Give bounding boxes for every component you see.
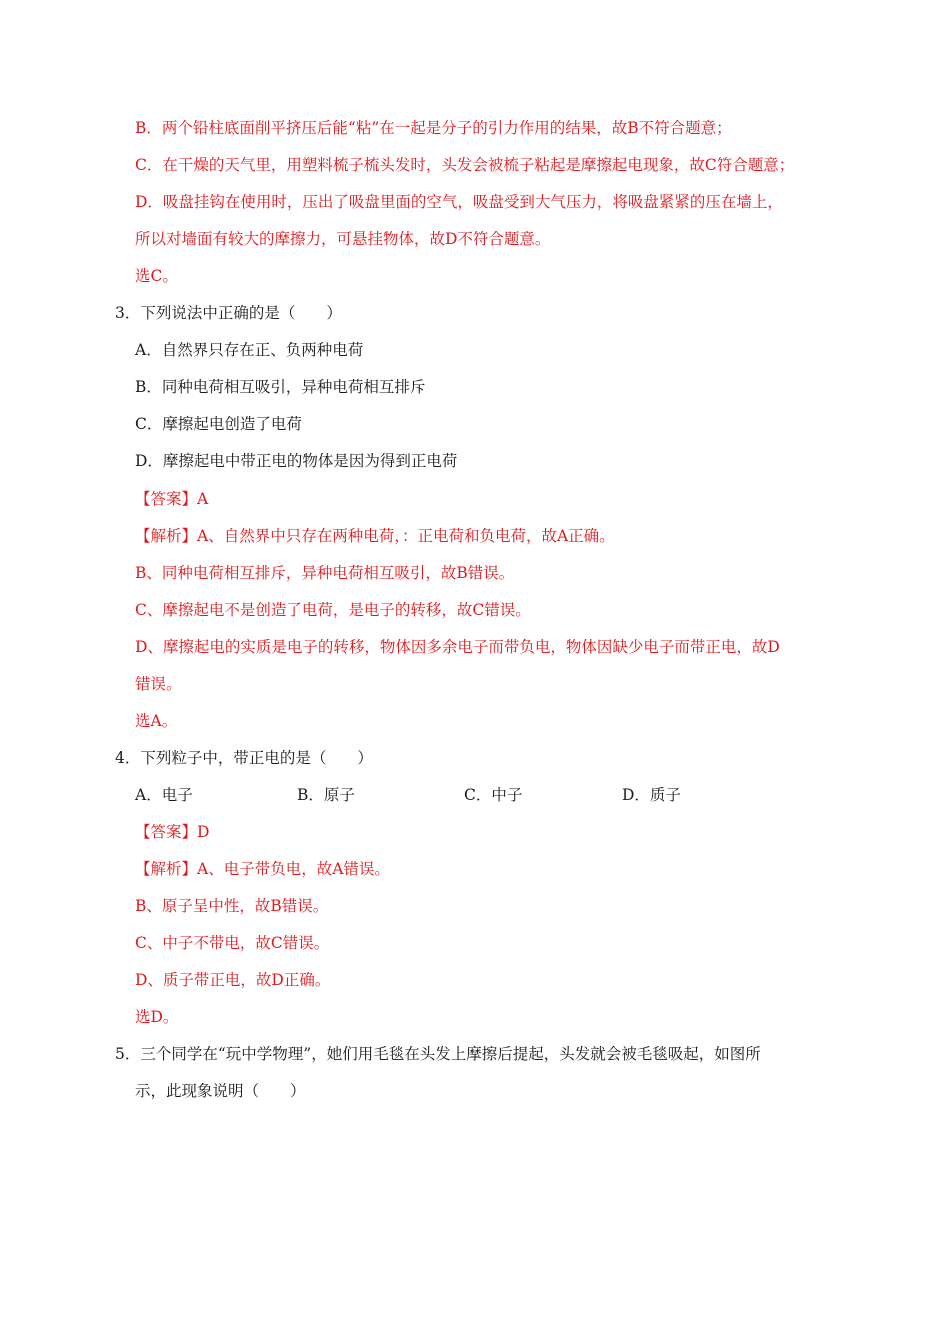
q3-answer-value: A	[197, 490, 209, 508]
q2-analysis-option-b: B．两个铅柱底面削平挤压后能“粘”在一起是分子的引力作用的结果，故B不符合题意；	[135, 119, 732, 137]
q3-option-a: A．自然界只存在正、负两种电荷	[135, 341, 364, 359]
q4-option-b: B．原子	[297, 786, 355, 804]
q4-answer-tag: 【答案】	[135, 823, 198, 841]
q4-choose: 选D。	[135, 1008, 179, 1026]
q3-analysis-tag: 【解析】	[135, 527, 198, 545]
q4-answer	[135, 821, 209, 843]
q3-answer-tag: 【答案】	[135, 490, 198, 508]
q5-stem-line1: 5．三个同学在“玩中学物理”，她们用毛毯在头发上摩擦后提起，头发就会被毛毯吸起，如图所	[115, 1045, 761, 1063]
q3-analysis-line1	[135, 525, 615, 547]
q3-option-b: B．同种电荷相互吸引，异种电荷相互排斥	[135, 378, 426, 396]
q2-analysis-option-d-line2: 所以对墙面有较大的摩擦力，可悬挂物体，故D不符合题意。	[135, 230, 551, 248]
q2-analysis-option-d-line1: D．吸盘挂钩在使用时，压出了吸盘里面的空气，吸盘受到大气压力，将吸盘紧紧的压在墙上，	[135, 193, 783, 211]
q4-analysis-tag: 【解析】	[135, 860, 198, 878]
q3-analysis-line2: B、同种电荷相互排斥，异种电荷相互吸引，故B错误。	[135, 564, 515, 582]
q4-analysis-line2: B、原子呈中性，故B错误。	[135, 897, 329, 915]
q3-analysis-text: A、自然界中只存在两种电荷，：正电荷和负电荷，故A正确。	[197, 527, 615, 545]
q5-stem-line2: 示，此现象说明（ ）	[135, 1082, 306, 1100]
q2-choose: 选C。	[135, 267, 178, 285]
q3-answer	[135, 488, 208, 510]
q3-stem: 3．下列说法中正确的是（ ）	[115, 304, 342, 322]
q4-analysis-text: A、电子带负电，故A错误。	[197, 860, 390, 878]
q3-option-c: C．摩擦起电创造了电荷	[135, 415, 302, 433]
q3-choose: 选A。	[135, 712, 178, 730]
q4-analysis-line1	[135, 858, 390, 880]
q4-option-a: A．电子	[135, 786, 193, 804]
q3-option-d: D．摩擦起电中带正电的物体是因为得到正电荷	[135, 452, 458, 470]
q4-answer-value: D	[197, 823, 210, 841]
q4-analysis-line4: D、质子带正电，故D正确。	[135, 971, 331, 989]
q3-analysis-line5: 错误。	[135, 675, 182, 693]
q4-analysis-line3: C、中子不带电，故C错误。	[135, 934, 330, 952]
q4-option-c: C．中子	[464, 786, 523, 804]
q4-stem: 4．下列粒子中，带正电的是（ ）	[115, 749, 373, 767]
q3-analysis-line3: C、摩擦起电不是创造了电荷，是电子的转移，故C错误。	[135, 601, 531, 619]
q3-analysis-line4: D、摩擦起电的实质是电子的转移，物体因多余电子而带负电，物体因缺少电子而带正电，故D	[135, 638, 780, 656]
q4-option-d: D．质子	[622, 786, 681, 804]
q2-analysis-option-c: C．在干燥的天气里，用塑料梳子梳头发时，头发会被梳子粘起是摩擦起电现象，故C符合题意；	[135, 156, 795, 174]
